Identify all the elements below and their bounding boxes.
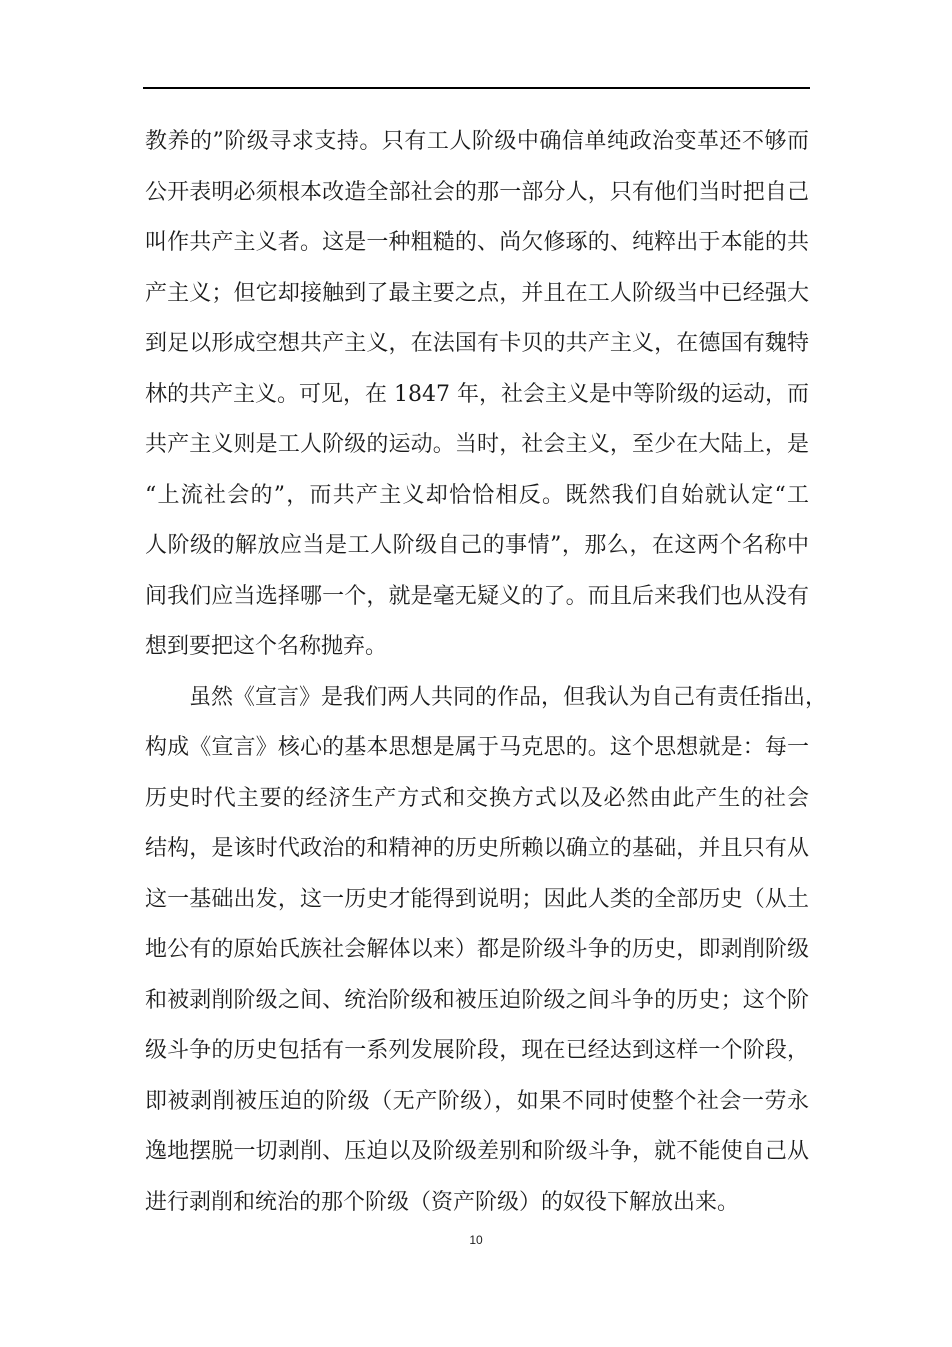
text-line: 间我们应当选择哪一个，就是毫无疑义的了。而且后来我们也从没有 bbox=[145, 583, 809, 609]
text-line: 这一基础出发，这一历史才能得到说明；因此人类的全部历史（从土 bbox=[145, 886, 809, 912]
text-line: 虽然《宣言》是我们两人共同的作品，但我认为自己有责任指出， bbox=[145, 684, 828, 710]
text-line: 林的共产主义。可见，在 1847 年，社会主义是中等阶级的运动，而 bbox=[145, 381, 809, 407]
text-line: 历史时代主要的经济生产方式和交换方式以及必然由此产生的社会 bbox=[145, 785, 809, 811]
text-line: 想到要把这个名称抛弃。 bbox=[145, 634, 388, 659]
header-rule bbox=[143, 87, 810, 89]
text-line: 叫作共产主义者。这是一种粗糙的、尚欠修琢的、纯粹出于本能的共 bbox=[145, 230, 809, 255]
page-number: 10 bbox=[469, 1233, 483, 1247]
text-line: 到足以形成空想共产主义，在法国有卡贝的共产主义，在德国有魏特 bbox=[145, 331, 809, 356]
text-line: 进行剥削和统治的那个阶级（资产阶级）的奴役下解放出来。 bbox=[145, 1189, 740, 1215]
text-line: 结构，是该时代政治的和精神的历史所赖以确立的基础，并且只有从 bbox=[145, 836, 809, 861]
text-line: 即被剥削被压迫的阶级（无产阶级），如果不同时使整个社会一劳永 bbox=[145, 1088, 809, 1114]
text-line: “上流社会的”，而共产主义却恰恰相反。既然我们自始就认定“工 bbox=[145, 482, 809, 508]
text-line: 和被剥削阶级之间、统治阶级和被压迫阶级之间斗争的历史；这个阶 bbox=[145, 987, 809, 1013]
text-line: 共产主义则是工人阶级的运动。当时，社会主义，至少在大陆上，是 bbox=[145, 432, 809, 457]
text-line: 地公有的原始氏族社会解体以来）都是阶级斗争的历史，即剥削阶级 bbox=[145, 937, 809, 962]
text-line: 级斗争的历史包括有一系列发展阶段，现在已经达到这样一个阶段， bbox=[145, 1038, 809, 1063]
text-line: 人阶级的解放应当是工人阶级自己的事情”，那么，在这两个名称中 bbox=[145, 533, 809, 558]
body-text bbox=[145, 117, 828, 1228]
text-line: 逸地摆脱一切剥削、压迫以及阶级差别和阶级斗争，就不能使自己从 bbox=[145, 1139, 809, 1164]
text-line: 教养的”阶级寻求支持。只有工人阶级中确信单纯政治变革还不够而 bbox=[145, 129, 809, 154]
text-line: 产主义；但它却接触到了最主要之点，并且在工人阶级当中已经强大 bbox=[145, 280, 809, 306]
text-line: 公开表明必须根本改造全部社会的那一部分人，只有他们当时把自己 bbox=[145, 179, 809, 205]
text-line: 构成《宣言》核心的基本思想是属于马克思的。这个思想就是：每一 bbox=[145, 735, 809, 760]
